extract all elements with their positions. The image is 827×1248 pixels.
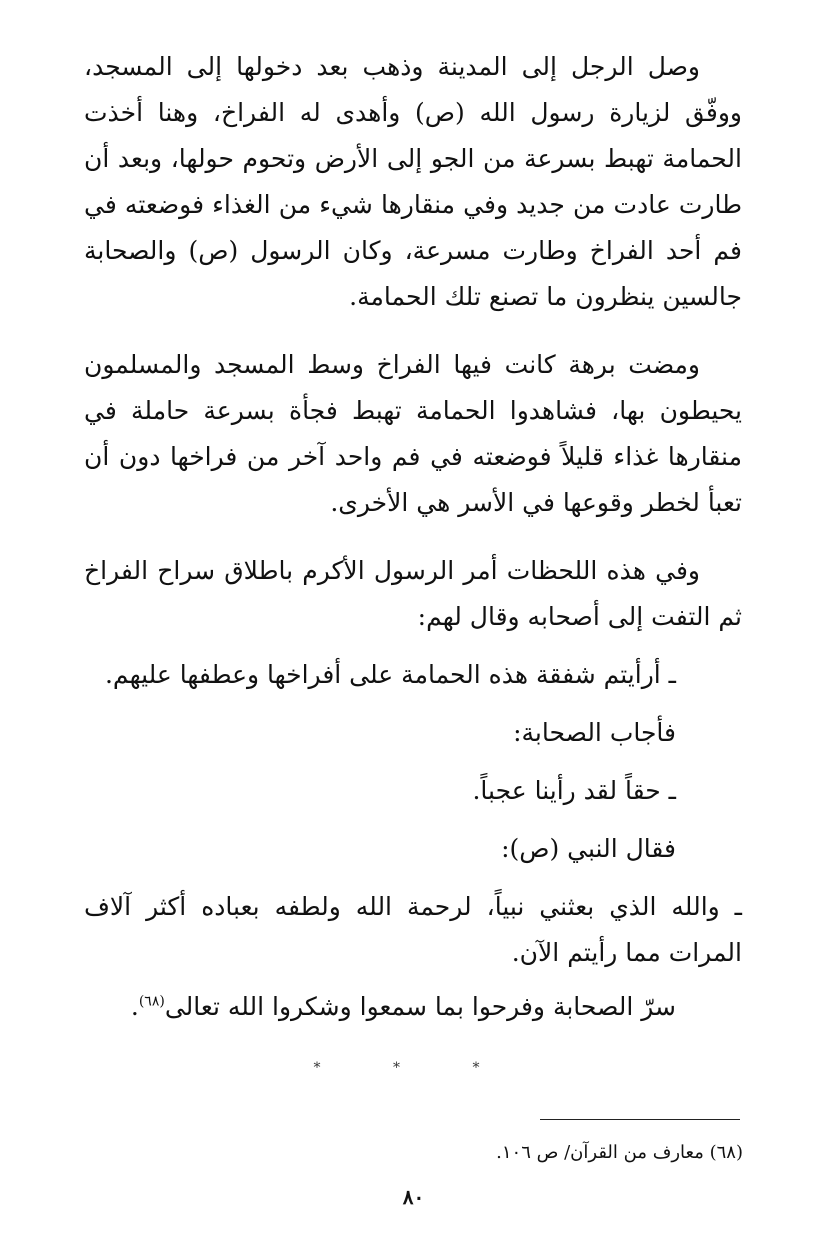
- dialogue-companions-answer: ـ حقاً لقد رأينا عجباً.: [472, 776, 676, 805]
- paragraph-release: وفي هذه اللحظات أمر الرسول الأكرم باطلاق سراح الفراخ ثم التفت إلى أصحابه وقال لهم:: [84, 556, 742, 631]
- dialogue-prophet-intro: فقال النبي (ص):: [501, 834, 676, 863]
- dialogue-prophet-answer: ـ والله الذي بعثني نبياً، لرحمة الله ولطفه بعباده أكثر آلاف المرات مما رأيتم الآن.: [84, 892, 742, 967]
- page-body: [84, 44, 742, 1030]
- footnote: (٦٨) معارف من القرآن/ ص ١٠٦.: [496, 1142, 743, 1163]
- dialogue-prophet-question: ـ أرأيتم شفقة هذه الحمامة على أفراخها وعطفها عليهم.: [104, 660, 676, 689]
- paragraph-arrival: وصل الرجل إلى المدينة وذهب بعد دخولها إلى المسجد، ووفّق لزيارة رسول الله (ص) وأهدى له الفراخ، وهنا أخذت الحمامة تهبط بسرعة من الجو إلى الأرض وتحوم حولها، وبعد أن طارت عادت من جديد وفي منقارها شيء من الغذاء فوضعته في فم أحد الفراخ وطارت مسرعة، وكان الرسول (ص) والصحابة جالسين ينظرون ما تصنع تلك الحمامة.: [84, 52, 742, 311]
- section-separator: * * *: [313, 1060, 514, 1076]
- closing-line: [84, 984, 742, 1030]
- closing-period: .: [130, 992, 139, 1021]
- dialogue-companions-intro: فأجاب الصحابة:: [513, 718, 676, 747]
- footnote-reference: (٦٨): [138, 993, 165, 1010]
- footnote-divider: [540, 1119, 740, 1120]
- page-number: ٨٠: [402, 1185, 425, 1209]
- closing-text: سرّ الصحابة وفرحوا بما سمعوا وشكروا الله تعالى: [164, 992, 676, 1021]
- paragraph-dove-return: ومضت برهة كانت فيها الفراخ وسط المسجد والمسلمون يحيطون بها، فشاهدوا الحمامة تهبط فجأة بسرعة حاملة في منقارها غذاء قليلاً فوضعته في فم واحد آخر من فراخها دون أن تعبأ لخطر وقوعها في الأسر هي الأخرى.: [84, 350, 742, 517]
